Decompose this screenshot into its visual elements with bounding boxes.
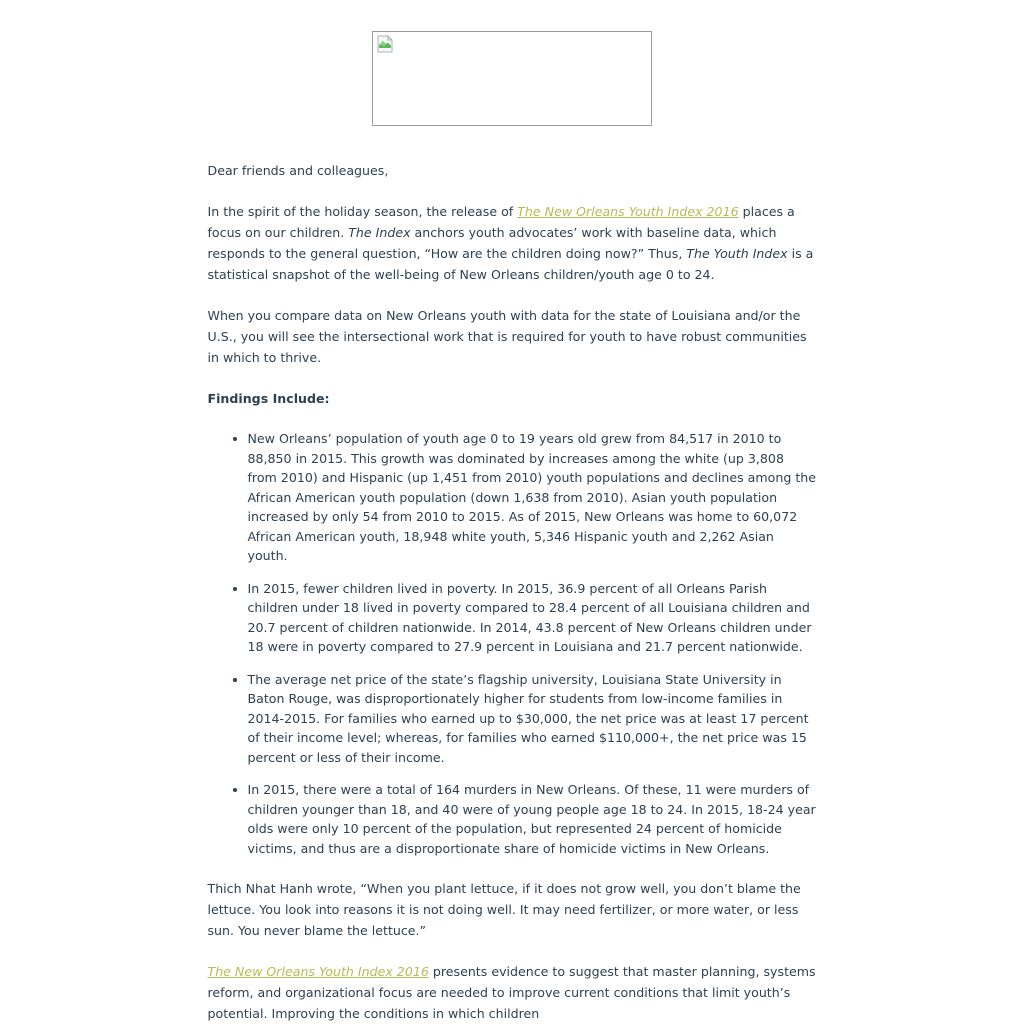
intro-paragraph	[208, 201, 817, 285]
youth-index-link[interactable]: The New Orleans Youth Index 2016	[517, 204, 739, 219]
compare-paragraph: When you compare data on New Orleans youth with data for the state of Louisiana and/or the U.S., you will see the intersectional work that is required for youth to have robust communities in which to thrive.	[207, 308, 807, 365]
text-segment: anchors youth advocates’ work with baseline data, which responds to the general question, “How are the children doing now?” Thus,	[207, 225, 777, 261]
greeting: Dear friends and colleagues,	[207, 163, 389, 178]
text-segment: places a focus on our children.	[207, 204, 795, 240]
text-segment: presents evidence to suggest that master planning, systems reform, and organizational focus are needed to improve current conditions that limit youth’s potential. Improving the conditions in which children	[207, 964, 816, 1021]
youth-index-link[interactable]: The New Orleans Youth Index 2016	[207, 964, 429, 979]
finding-item: • The average net price of the state’s flagship university, Louisiana State University in Baton Rouge, was disproportionately higher for students from low-income families in 2014-2015. For families who earned up to $30,000, the net price was at least 17 percent of their income level; whereas, for families who earned $110,000+, the net price was 15 percent or less of their income.	[248, 670, 817, 768]
letter-body	[208, 160, 817, 1024]
text-segment: is a statistical snapshot of the well-being of New Orleans children/youth age 0 to 24.	[207, 246, 814, 282]
italic-text: The Index	[348, 225, 411, 240]
findings-heading: Findings Include:	[207, 391, 330, 406]
finding-item: • In 2015, fewer children lived in poverty. In 2015, 36.9 percent of all Orleans Parish children under 18 lived in poverty compared to 28.4 percent of all Louisiana children and 20.7 percent of children nationwide. In 2014, 43.8 percent of New Orleans children under 18 were in poverty compared to 27.9 percent in Louisiana and 21.7 percent nationwide.	[248, 579, 817, 657]
quote-paragraph: Thich Nhat Hanh wrote, “When you plant lettuce, if it does not grow well, you don’t blame the lettuce. You look into reasons it is not doing well. It may need fertilizer, or more water, or less sun. You never blame the lettuce.”	[207, 881, 801, 938]
closing-paragraph	[208, 961, 817, 1024]
findings-list	[208, 429, 817, 858]
finding-item: • New Orleans’ population of youth age 0 to 19 years old grew from 84,517 in 2010 to 88,850 in 2015. This growth was dominated by increases among the white (up 3,808 from 2010) and Hispanic (up 1,451 from 2010) youth populations and declines among the African American youth population (down 1,638 from 2010). Asian youth population increased by only 54 from 2010 to 2015. As of 2015, New Orleans was home to 60,072 African American youth, 18,948 white youth, 5,346 Hispanic youth and 2,262 Asian youth.	[248, 429, 817, 566]
broken-image-icon	[376, 35, 394, 53]
finding-item: • In 2015, there were a total of 164 murders in New Orleans. Of these, 11 were murders of children younger than 18, and 40 were of young people age 18 to 24. In 2015, 18-24 year olds were only 10 percent of the population, but represented 24 percent of homicide victims, and thus are a disproportionate share of homicide victims in New Orleans.	[248, 780, 817, 858]
missing-header-image	[372, 31, 652, 126]
text-segment: In the spirit of the holiday season, the release of	[207, 204, 518, 219]
italic-text: The Youth Index	[686, 246, 788, 261]
